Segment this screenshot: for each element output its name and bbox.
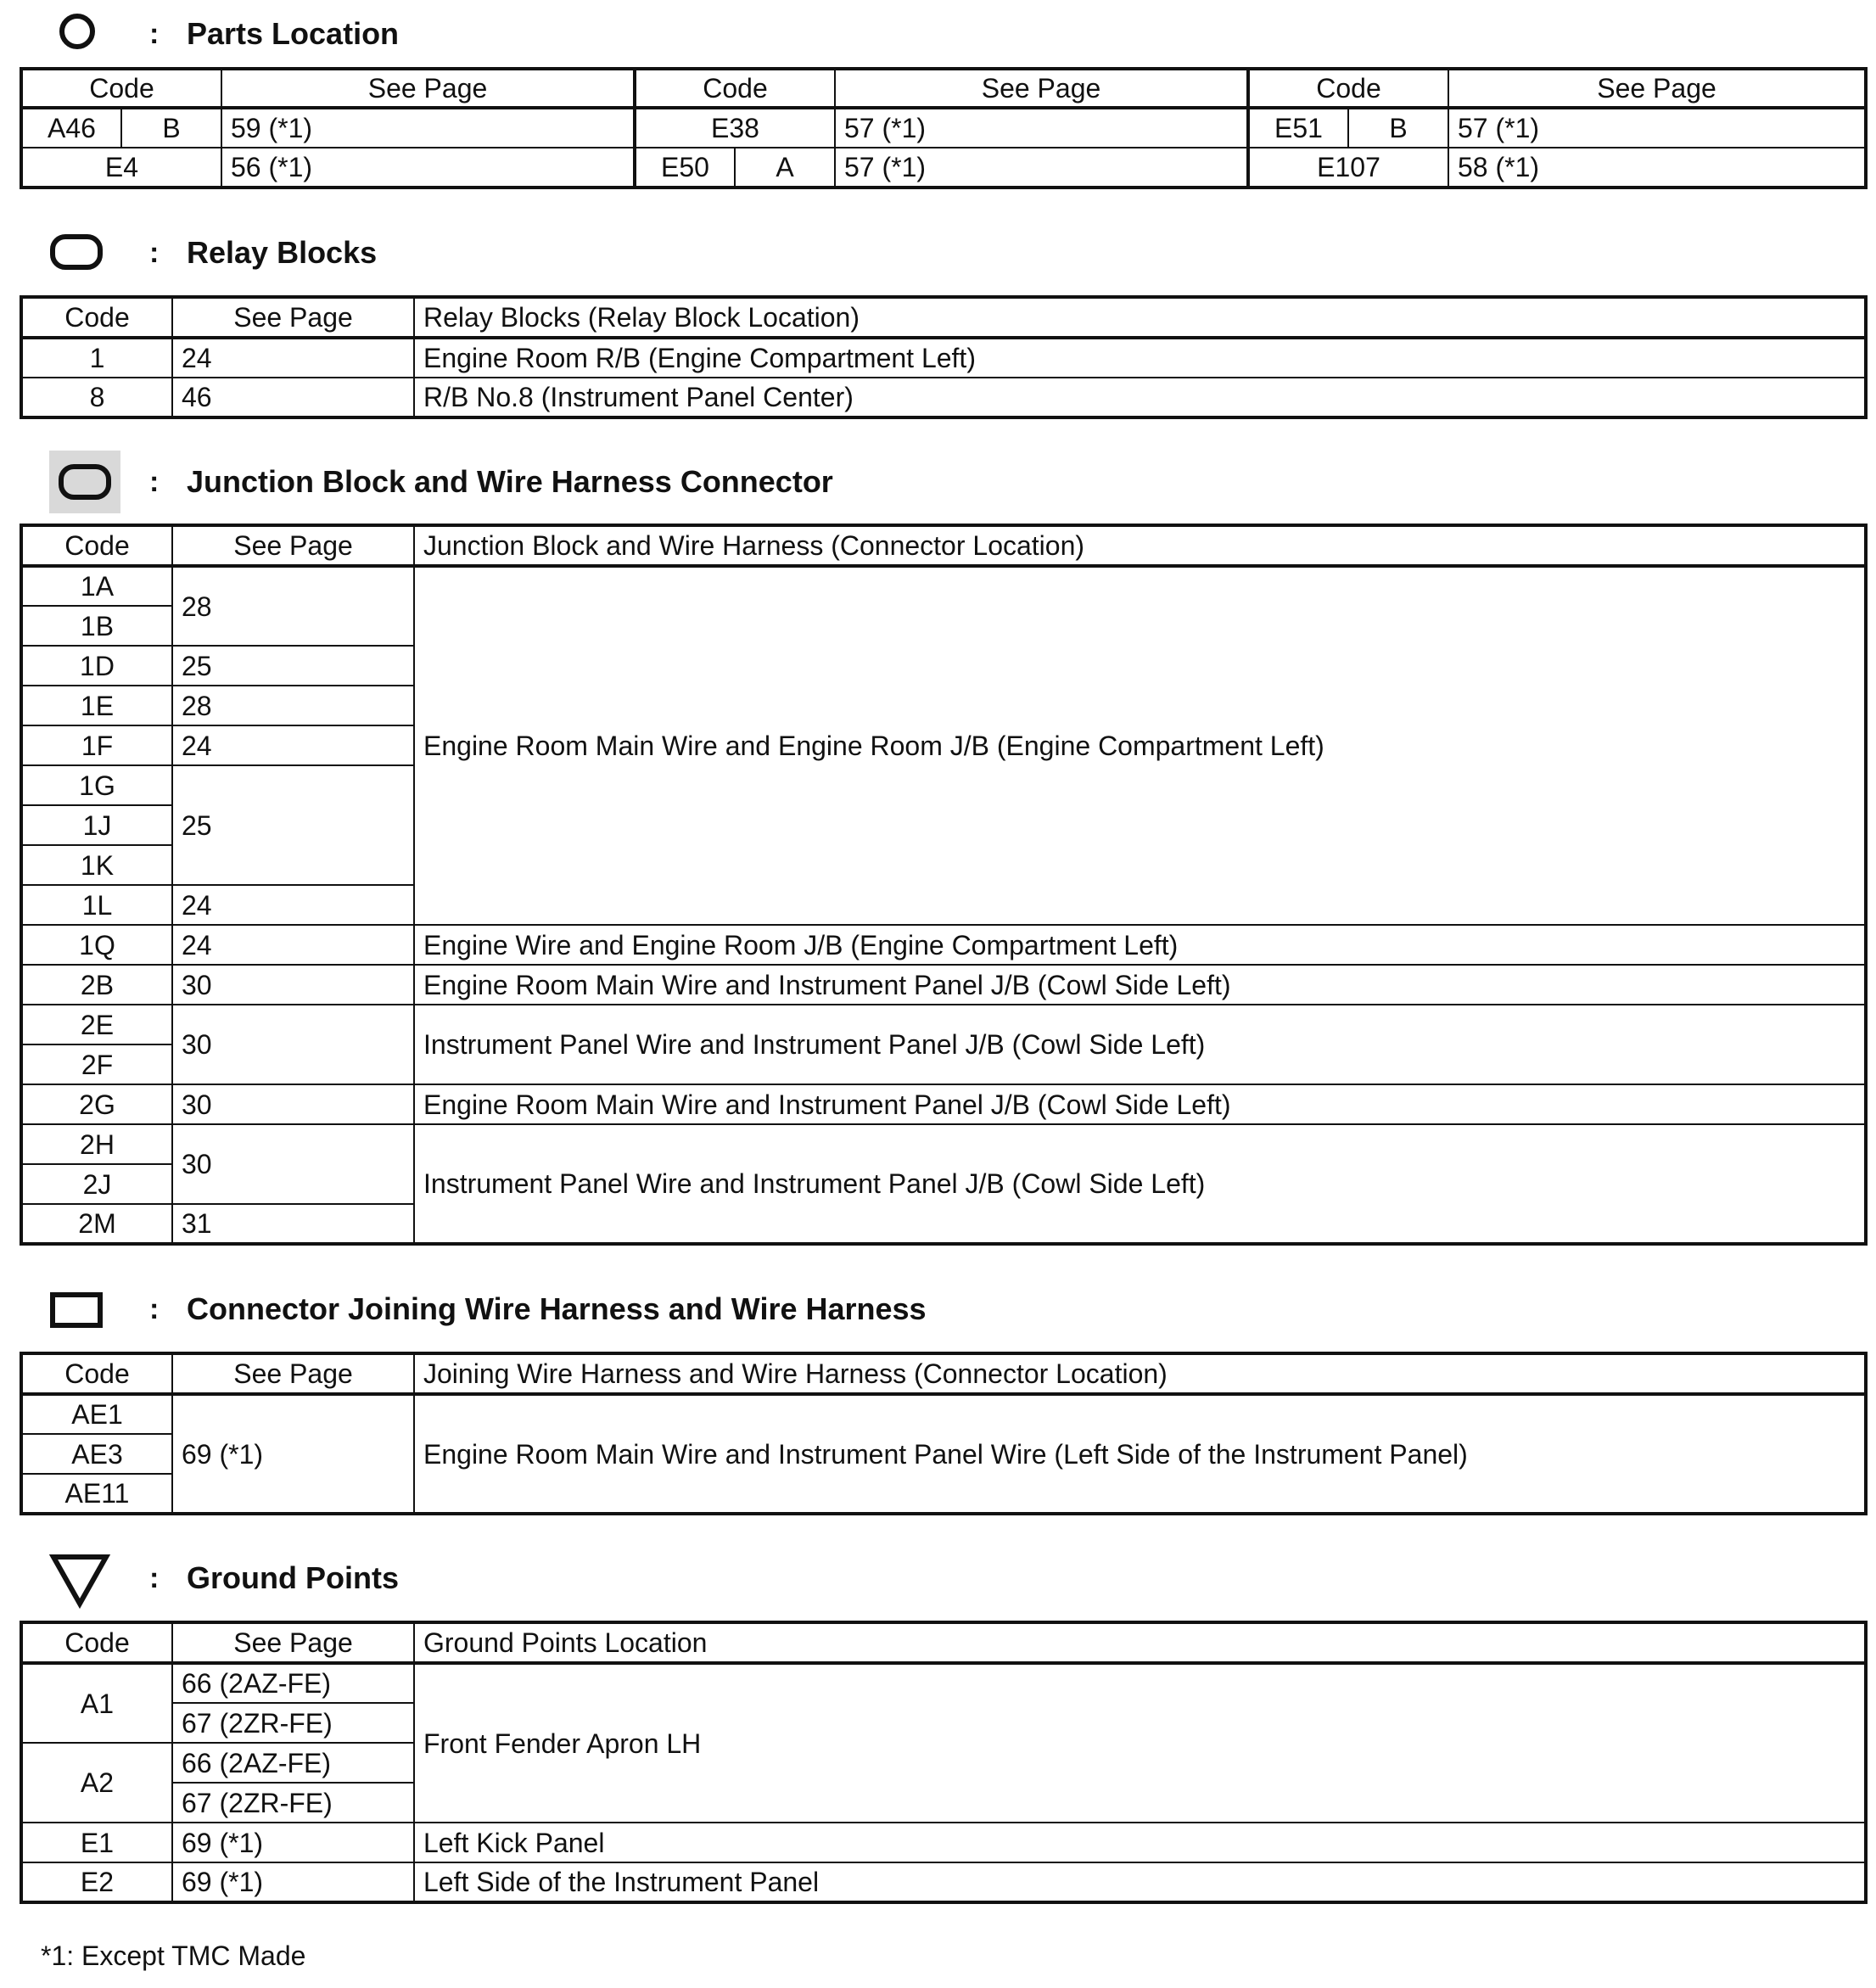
column-header-see-page: See Page [172, 525, 414, 566]
code-cell: A2 [21, 1743, 172, 1823]
code-cell: 1A [21, 566, 172, 606]
location-cell: R/B No.8 (Instrument Panel Center) [414, 378, 1866, 417]
table-row [21, 338, 1866, 378]
page-cell: 56 (*1) [221, 148, 635, 188]
code-cell: 1D [21, 646, 172, 686]
table-row [21, 1823, 1866, 1862]
connector-letter-cell: A [735, 148, 835, 188]
code-cell: 2G [21, 1084, 172, 1124]
location-cell: Instrument Panel Wire and Instrument Panel J/B (Cowl Side Left) [414, 1005, 1866, 1084]
code-cell: 1F [21, 725, 172, 765]
column-header-code: Code [1248, 69, 1448, 108]
code-cell: 1E [21, 686, 172, 725]
section-title: Connector Joining Wire Harness and Wire Harness [187, 1291, 927, 1326]
circle-icon [59, 14, 95, 49]
column-header-code: Code [21, 69, 221, 108]
table-row [21, 925, 1866, 965]
column-header-see-page: See Page [172, 1622, 414, 1663]
page-cell: 69 (*1) [172, 1862, 414, 1902]
code-cell: 2H [21, 1124, 172, 1164]
table-row [21, 1084, 1866, 1124]
rounded-rectangle-icon [50, 234, 103, 270]
section-title: Relay Blocks [187, 235, 378, 270]
code-cell: 1Q [21, 925, 172, 965]
code-cell: 1L [21, 885, 172, 925]
ground-points-table [20, 1621, 1868, 1904]
page-cell: 67 (2ZR-FE) [172, 1783, 414, 1823]
code-cell: AE1 [21, 1394, 172, 1434]
table-row [21, 148, 1866, 188]
table-header-row [21, 297, 1866, 338]
location-cell: Left Kick Panel [414, 1823, 1866, 1862]
code-cell: 2E [21, 1005, 172, 1044]
section-title: Ground Points [187, 1560, 399, 1595]
column-header-location: Junction Block and Wire Harness (Connector Location) [414, 525, 1866, 566]
table-header-row [21, 525, 1866, 566]
rectangle-icon [50, 1292, 103, 1328]
location-cell: Engine Room Main Wire and Instrument Panel Wire (Left Side of the Instrument Panel) [414, 1394, 1866, 1514]
code-cell: 1G [21, 765, 172, 805]
table-row [21, 1005, 1866, 1044]
code-cell: 8 [21, 378, 172, 417]
footnote: *1: Except TMC Made [41, 1940, 306, 1971]
shaded-rounded-rectangle-icon [49, 451, 120, 513]
page-cell: 57 (*1) [835, 148, 1248, 188]
connector-joining-table [20, 1352, 1868, 1515]
location-cell: Engine Room R/B (Engine Compartment Left) [414, 338, 1866, 378]
connector-letter-cell: B [121, 108, 221, 148]
page-cell: 30 [172, 965, 414, 1005]
code-cell: 2B [21, 965, 172, 1005]
page-cell: 24 [172, 725, 414, 765]
heading-colon: : [149, 466, 160, 498]
page-cell: 66 (2AZ-FE) [172, 1663, 414, 1703]
table-header-row [21, 1622, 1866, 1663]
table-row [21, 1394, 1866, 1434]
section-title: Junction Block and Wire Harness Connector [187, 464, 833, 499]
code-cell: E4 [21, 148, 221, 188]
page-cell: 69 (*1) [172, 1394, 414, 1514]
column-header-location: Joining Wire Harness and Wire Harness (Connector Location) [414, 1353, 1866, 1394]
code-cell: E2 [21, 1862, 172, 1902]
junction-block-heading [0, 448, 1876, 516]
location-cell: Engine Room Main Wire and Engine Room J/B (Engine Compartment Left) [414, 566, 1866, 925]
heading-colon: : [149, 18, 160, 50]
column-header-code: Code [635, 69, 835, 108]
column-header-see-page: See Page [835, 69, 1248, 108]
page-cell: 57 (*1) [1448, 108, 1866, 148]
page-cell: 28 [172, 566, 414, 646]
page-cell: 57 (*1) [835, 108, 1248, 148]
page-cell: 25 [172, 765, 414, 885]
table-row [21, 1124, 1866, 1164]
table-row [21, 1663, 1866, 1703]
page-cell: 66 (2AZ-FE) [172, 1743, 414, 1783]
column-header-code: Code [21, 1353, 172, 1394]
code-cell: 1J [21, 805, 172, 845]
relay-blocks-heading [0, 219, 1876, 287]
column-header-code: Code [21, 297, 172, 338]
code-cell: AE3 [21, 1434, 172, 1474]
location-cell: Front Fender Apron LH [414, 1663, 1866, 1823]
code-cell: 2J [21, 1164, 172, 1204]
code-cell: E107 [1248, 148, 1448, 188]
heading-colon: : [149, 237, 160, 269]
page-cell: 28 [172, 686, 414, 725]
parts-location-table [20, 67, 1868, 189]
location-cell: Engine Wire and Engine Room J/B (Engine Compartment Left) [414, 925, 1866, 965]
table-header-row [21, 1353, 1866, 1394]
code-cell: 1B [21, 606, 172, 646]
connector-letter-cell: B [1348, 108, 1448, 148]
code-cell: 1 [21, 338, 172, 378]
code-cell: 2M [21, 1204, 172, 1244]
ground-points-heading [0, 1544, 1876, 1612]
heading-colon: : [149, 1293, 160, 1325]
code-cell: E1 [21, 1823, 172, 1862]
page-cell: 59 (*1) [221, 108, 635, 148]
connector-joining-heading [0, 1275, 1876, 1343]
location-cell: Engine Room Main Wire and Instrument Panel J/B (Cowl Side Left) [414, 1084, 1866, 1124]
page-cell: 67 (2ZR-FE) [172, 1703, 414, 1743]
relay-blocks-table [20, 295, 1868, 419]
page-cell: 69 (*1) [172, 1823, 414, 1862]
parts-location-heading [0, 0, 1876, 68]
column-header-see-page: See Page [221, 69, 635, 108]
column-header-see-page: See Page [1448, 69, 1866, 108]
table-row [21, 108, 1866, 148]
page-cell: 30 [172, 1084, 414, 1124]
location-cell: Engine Room Main Wire and Instrument Panel J/B (Cowl Side Left) [414, 965, 1866, 1005]
code-cell: A46 [21, 108, 121, 148]
page-cell: 31 [172, 1204, 414, 1244]
table-header-row [21, 69, 1866, 108]
column-header-see-page: See Page [172, 297, 414, 338]
code-cell: E50 [635, 148, 735, 188]
section-title: Parts Location [187, 16, 400, 51]
heading-colon: : [149, 1562, 160, 1594]
column-header-location: Relay Blocks (Relay Block Location) [414, 297, 1866, 338]
page-cell: 24 [172, 338, 414, 378]
code-cell: 1K [21, 845, 172, 885]
page-cell: 46 [172, 378, 414, 417]
table-row [21, 378, 1866, 417]
page-cell: 25 [172, 646, 414, 686]
page-cell: 30 [172, 1005, 414, 1084]
junction-block-table [20, 524, 1868, 1246]
column-header-code: Code [21, 525, 172, 566]
page-cell: 24 [172, 885, 414, 925]
code-cell: A1 [21, 1663, 172, 1743]
location-cell: Instrument Panel Wire and Instrument Panel J/B (Cowl Side Left) [414, 1124, 1866, 1244]
column-header-see-page: See Page [172, 1353, 414, 1394]
down-triangle-icon [49, 1553, 110, 1609]
column-header-code: Code [21, 1622, 172, 1663]
code-cell: E38 [635, 108, 835, 148]
table-row [21, 965, 1866, 1005]
page-cell: 30 [172, 1124, 414, 1204]
table-row [21, 566, 1866, 606]
table-row [21, 1862, 1866, 1902]
page-cell: 58 (*1) [1448, 148, 1866, 188]
code-cell: 2F [21, 1044, 172, 1084]
column-header-location: Ground Points Location [414, 1622, 1866, 1663]
location-cell: Left Side of the Instrument Panel [414, 1862, 1866, 1902]
page-cell: 24 [172, 925, 414, 965]
code-cell: E51 [1248, 108, 1348, 148]
code-cell: AE11 [21, 1474, 172, 1514]
